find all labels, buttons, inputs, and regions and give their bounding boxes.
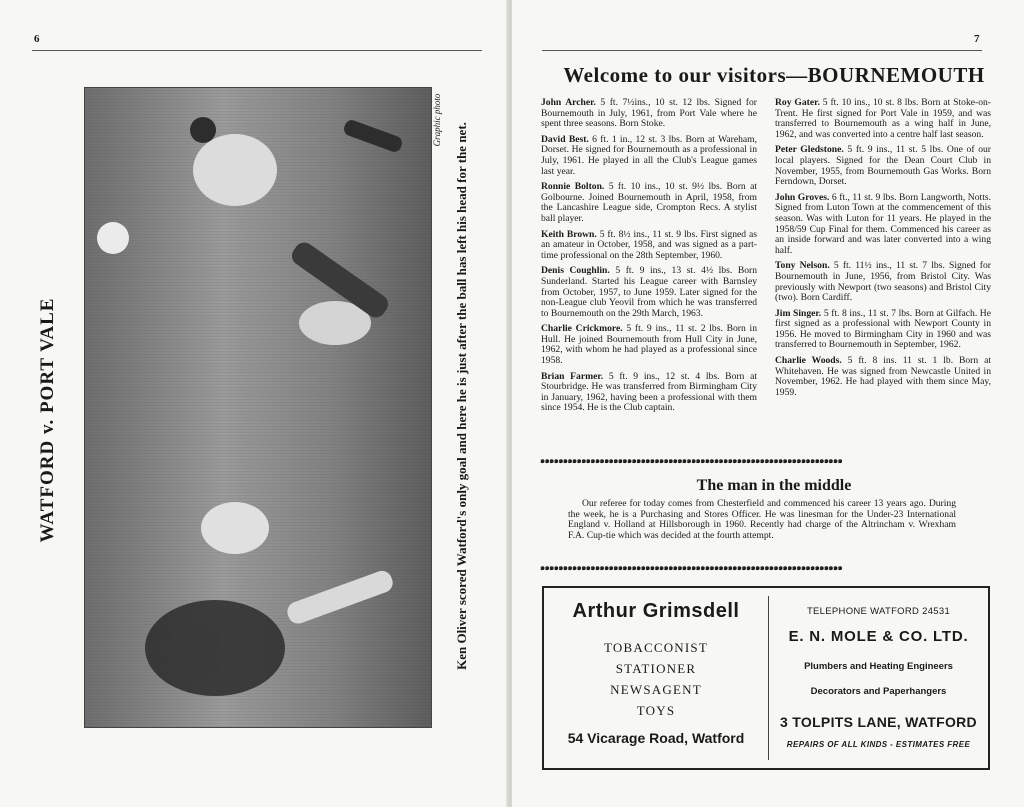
player-name: Jim Singer. (775, 307, 822, 319)
mole-telephone: TELEPHONE WATFORD 24531 (806, 606, 951, 617)
player-name: Brian Farmer. (541, 370, 604, 382)
player-name: David Best. (541, 133, 589, 145)
player-entry (541, 266, 757, 319)
mole-trade: Decorators and Paperhangers (810, 686, 947, 697)
left-page (0, 0, 508, 807)
welcome-title: Welcome to our visitors—BOURNEMOUTH (563, 63, 985, 87)
referee-text: Our referee for today comes from Chesterfield and commenced his career 13 years ago. During the week, he is a Purchasing and Stores Officer. He was linesman for the Under-23 International England v. Holland at Hillsborough in 1960. Recently had charge of the Altrincham v. Wrexham F.A. Cup-tie which was decided at the fourth attempt. (568, 498, 956, 541)
player-name: Denis Coughlin. (541, 265, 610, 277)
player-details: 5 ft. 8 ins., 11 st. 7 lbs. Born at Gilfach. He first signed as a professional with Newport County in 1956. He moved to Birmingham City in 1960 and was transferred to Bournemouth in September, 1962. (775, 307, 991, 351)
photo-illustration (85, 88, 431, 727)
player-name: John Archer. (541, 97, 596, 108)
player-details: 6 ft., 11 st. 9 lbs. Born Langworth, Notts. Signed from Luton Town at the commencement of this season. Was with Luton for 11 years. He played in the 1958/59 Cup Final for them. Commenced his career as an inside forward and was later converted into a wing half. (775, 191, 991, 256)
player-details: 5 ft. 9 ins., 11 st. 5 lbs. One of our local players. Signed for the Dean Court Club in November, 1955, from Bournemouth Gas Works. Born Ferndown, Dorset. (775, 144, 991, 188)
player-entry (541, 135, 757, 177)
player-entry (541, 182, 757, 224)
header-rule-right (542, 50, 982, 51)
player-entry (775, 309, 991, 351)
player-entry (775, 261, 991, 303)
advert-separator (768, 596, 769, 760)
mole-name: E. N. MOLE & CO. LTD. (788, 628, 969, 645)
header-rule-left (32, 50, 482, 51)
right-page (512, 0, 1024, 807)
player-name: Charlie Woods. (775, 355, 842, 367)
grimsdell-address: 54 Vicarage Road, Watford (567, 730, 745, 746)
grimsdell-line: NEWSAGENT (610, 682, 702, 697)
player-details: 5 ft. 9 ins., 12 st. 4 lbs. Born at Stourbridge. He was transferred from Birmingham City in January, 1962, having been a professional with them since 1954. He is the Club captain. (541, 370, 757, 414)
photo-credit: Graphic photo (432, 93, 442, 147)
player-name: Roy Gater. (775, 97, 820, 108)
mole-trade: Plumbers and Heating Engineers (804, 661, 953, 672)
player-details: 5 ft. 11½ ins., 11 st. 7 lbs. Signed for Bournemouth in June, 1956, from Bristol City. Was previously with Newport (two seasons) and Bristol City (two). Born Cardiff. (775, 260, 991, 304)
players-column-left (541, 98, 757, 419)
mole-repairs: REPAIRS OF ALL KINDS - ESTIMATES FREE (786, 740, 971, 749)
ornament-divider: ๑๑๑๑๑๑๑๑๑๑๑๑๑๑๑๑๑๑๑๑๑๑๑๑๑๑๑๑๑๑๑๑๑๑๑๑๑๑๑๑๑๑๑๑๑๑๑๑๑๑๑๑๑๑๑๑๑๑๑๑๑๑๑๑๑๑ (540, 564, 843, 572)
page-number-right: 7 (974, 33, 980, 45)
player-entry (775, 193, 991, 257)
player-entry (775, 145, 991, 187)
page-number-left: 6 (34, 33, 40, 45)
player-name: Ronnie Bolton. (541, 181, 605, 193)
match-heading: WATFORD v. PORT VALE (37, 297, 58, 543)
player-details: 6 ft. 1 in., 12 st. 3 lbs. Born at Wareham, Dorset. He signed for Bournemouth as a professional in July, 1961. He played in all the Club's League games last year. (541, 133, 757, 177)
player-details: 5 ft. 10 ins., 10 st. 9½ lbs. Born at Golbourne. Joined Bournemouth in April, 1958, from the Lancashire League side, Crompton Recs. A stylist ball player. (541, 181, 757, 224)
mole-address: 3 TOLPITS LANE, WATFORD (780, 714, 977, 730)
player-name: Keith Brown. (541, 228, 597, 240)
player-name: Peter Gledstone. (775, 144, 844, 156)
ornament-divider: ๑๑๑๑๑๑๑๑๑๑๑๑๑๑๑๑๑๑๑๑๑๑๑๑๑๑๑๑๑๑๑๑๑๑๑๑๑๑๑๑๑๑๑๑๑๑๑๑๑๑๑๑๑๑๑๑๑๑๑๑๑๑๑๑๑๑ (540, 457, 843, 465)
grimsdell-name: Arthur Grimsdell (572, 600, 740, 622)
advertisement-box (542, 586, 990, 770)
player-details: 5 ft. 7½ins., 10 st. 12 lbs. Signed for Bournemouth in July, 1961, from Port Vale where he spent three seasons. Born Stoke. (541, 97, 757, 130)
grimsdell-line: TOYS (636, 703, 676, 718)
photo-caption: Ken Oliver scored Watford's only goal and here he is just after the ball has left his head for the net. (454, 122, 469, 670)
player-details: 5 ft. 8 ins. 11 st. 1 lb. Born at Whitehaven. He was signed from Newcastle United in November, 1962. He had played with them since May, 1959. (775, 355, 991, 398)
player-entry (775, 356, 991, 398)
referee-title: The man in the middle (696, 477, 852, 494)
player-details: 5 ft. 9 ins., 11 st. 2 lbs. Born in Hull. He joined Bournemouth from Hull City in June, 1962, with whom he had played as a professional since 1958. (541, 323, 757, 367)
player-name: Charlie Crickmore. (541, 323, 623, 335)
player-details: 5 ft. 9 ins., 13 st. 4½ lbs. Born Sunderland. Started his League career with Barnsley from October, 1957, to June 1959. Later signed for the non-League club Yeovil from which he was transferred to Bournemouth on the 29th March, 1963. (541, 265, 758, 319)
player-entry (541, 98, 757, 130)
player-entry (541, 372, 757, 414)
player-entry (541, 230, 757, 262)
players-column-right (775, 98, 991, 403)
grimsdell-line: TOBACCONIST (604, 640, 708, 655)
player-details: 5 ft. 10 ins., 10 st. 8 lbs. Born at Stoke-on-Trent. He first signed for Port Vale in 1959, and was transferred to Bournemouth as a wing half in June, 1962, and was converted into a centre half last season. (775, 97, 991, 140)
player-name: Tony Nelson. (775, 260, 830, 272)
player-name: John Groves. (775, 191, 830, 203)
grimsdell-line: STATIONER (615, 661, 697, 676)
player-entry (541, 324, 757, 366)
match-photo (84, 87, 432, 728)
player-details: 5 ft. 8½ ins., 11 st. 9 lbs. First signed as an amateur in October, 1958, and was signed as a part-time professional on the 28th September, 1960. (541, 228, 757, 261)
player-entry (775, 98, 991, 140)
